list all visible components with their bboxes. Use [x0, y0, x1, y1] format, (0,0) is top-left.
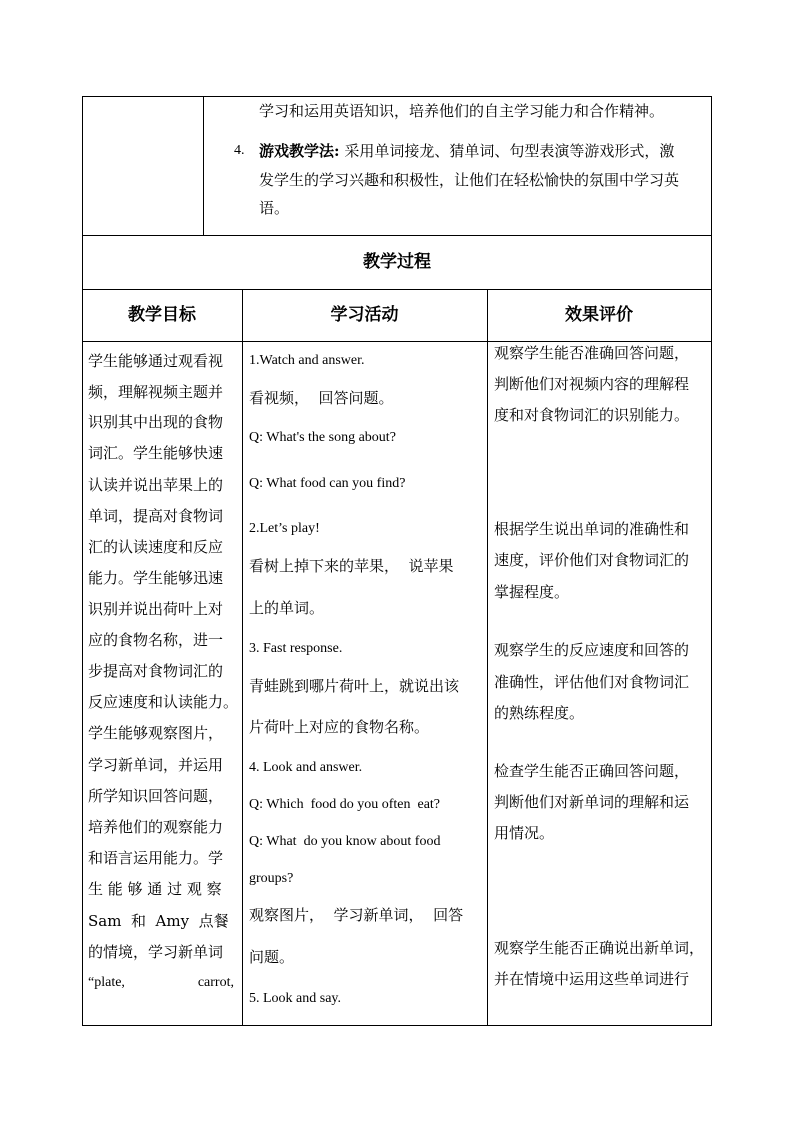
- method-text-line: 学习和运用英语知识，培养他们的自主学习能力和合作精神。: [259, 102, 665, 120]
- goal-line: 培养他们的观察能力: [88, 818, 224, 836]
- table-top-border: [82, 96, 712, 97]
- activity-line: 3. Fast response.: [249, 641, 343, 656]
- goal-line: 和语言运用能力。学: [88, 849, 224, 867]
- goal-line: 单词，提高对食物词: [88, 507, 224, 525]
- method-item: [259, 140, 674, 162]
- table-right-border: [711, 96, 712, 1026]
- activity-line: Q: Which food do you often eat?: [249, 797, 441, 812]
- goal-line: 汇的认读速度和反应: [88, 538, 224, 556]
- goal-line: 频，理解视频主题并: [88, 383, 224, 401]
- activity-line: 青蛙跳到哪片荷叶上，就说出该: [249, 677, 460, 695]
- activity-line: 1.Watch and answer.: [249, 353, 365, 368]
- goal-line: 所学知识回答问题，: [88, 787, 224, 805]
- activity-line: 看视频， 回答问题。: [249, 389, 394, 407]
- evaluation-line: 根据学生说出单词的准确性和: [494, 520, 690, 538]
- goal-word: carrot,: [197, 975, 234, 990]
- top-section-divider: [203, 96, 204, 235]
- goal-line: 学习新单词，并运用: [88, 756, 224, 774]
- method-text: 采用单词接龙、猜单词、句型表演等游戏形式，激: [344, 142, 675, 160]
- evaluation-line: 观察学生能否正确说出新单词，: [494, 939, 705, 957]
- table-left-border: [82, 96, 83, 1026]
- method-text-line: 发学生的学习兴趣和积极性，让他们在轻松愉快的氛围中学习英: [259, 171, 680, 189]
- activity-line: groups?: [249, 871, 294, 886]
- goal-line: 生 能 够 通 过 观 察: [88, 880, 222, 898]
- list-number: 4.: [234, 143, 245, 158]
- activity-line: 上的单词。: [249, 599, 325, 617]
- goal-line: Sam 和 Amy 点餐: [88, 912, 229, 930]
- method-label: 游戏教学法:: [259, 142, 340, 160]
- evaluation-line: 并在情境中运用这些单词进行: [494, 970, 690, 988]
- evaluation-line: 度和对食物词汇的识别能力。: [494, 406, 690, 424]
- activity-line: 观察图片， 学习新单词， 回答: [249, 906, 464, 924]
- goal-line: 能力。学生能够迅速: [88, 569, 224, 587]
- activity-line: Q: What food can you find?: [249, 476, 406, 491]
- activity-line: 问题。: [249, 948, 295, 966]
- column-header-activity: 学习活动: [330, 305, 399, 325]
- table-row-divider: [82, 289, 712, 290]
- goal-line: 学生能够观察图片，: [88, 724, 224, 742]
- goal-line: 识别其中出现的食物: [88, 413, 224, 431]
- column-header-evaluation: 效果评价: [565, 305, 633, 325]
- goal-line: 词汇。学生能够快速: [88, 444, 224, 462]
- evaluation-line: 检查学生能否正确回答问题，: [494, 762, 690, 780]
- activity-line: 片荷叶上对应的食物名称。: [249, 718, 430, 736]
- goal-line: 认读并说出苹果上的: [88, 476, 224, 494]
- goal-line: 学生能够通过观看视: [88, 352, 224, 370]
- goal-line: [88, 972, 234, 994]
- goal-line: 的情境，学习新单词: [88, 943, 224, 961]
- evaluation-line: 掌握程度。: [494, 583, 570, 601]
- activity-line: 4. Look and answer.: [249, 760, 363, 775]
- evaluation-line: 的熟练程度。: [494, 704, 585, 722]
- activity-line: 看树上掉下来的苹果， 说苹果: [249, 557, 454, 575]
- activity-line: 2.Let’s play!: [249, 521, 320, 536]
- goal-word: “plate,: [88, 975, 125, 990]
- evaluation-line: 速度，评价他们对食物词汇的: [494, 551, 690, 569]
- column-divider: [487, 289, 488, 1026]
- evaluation-line: 准确性，评估他们对食物词汇: [494, 673, 690, 691]
- column-divider: [242, 289, 243, 1026]
- column-header-goal: 教学目标: [128, 305, 196, 325]
- goal-line: 应的食物名称，进一: [88, 631, 224, 649]
- evaluation-line: 观察学生能否准确回答问题，: [494, 344, 690, 362]
- evaluation-line: 判断他们对新单词的理解和运: [494, 793, 690, 811]
- goal-line: 步提高对食物词汇的: [88, 662, 224, 680]
- evaluation-line: 观察学生的反应速度和回答的: [494, 641, 690, 659]
- table-row-divider: [82, 235, 712, 236]
- goal-line: 反应速度和认读能力。: [88, 693, 239, 711]
- evaluation-line: 用情况。: [494, 824, 555, 842]
- activity-line: Q: What do you know about food: [249, 834, 441, 849]
- section-title: 教学过程: [363, 252, 431, 272]
- table-bottom-border: [82, 1025, 712, 1026]
- activity-line: 5. Look and say.: [249, 991, 342, 1006]
- activity-line: Q: What's the song about?: [249, 430, 396, 445]
- evaluation-line: 判断他们对视频内容的理解程: [494, 375, 690, 393]
- method-text-line: 语。: [259, 199, 290, 217]
- goal-line: 识别并说出荷叶上对: [88, 600, 224, 618]
